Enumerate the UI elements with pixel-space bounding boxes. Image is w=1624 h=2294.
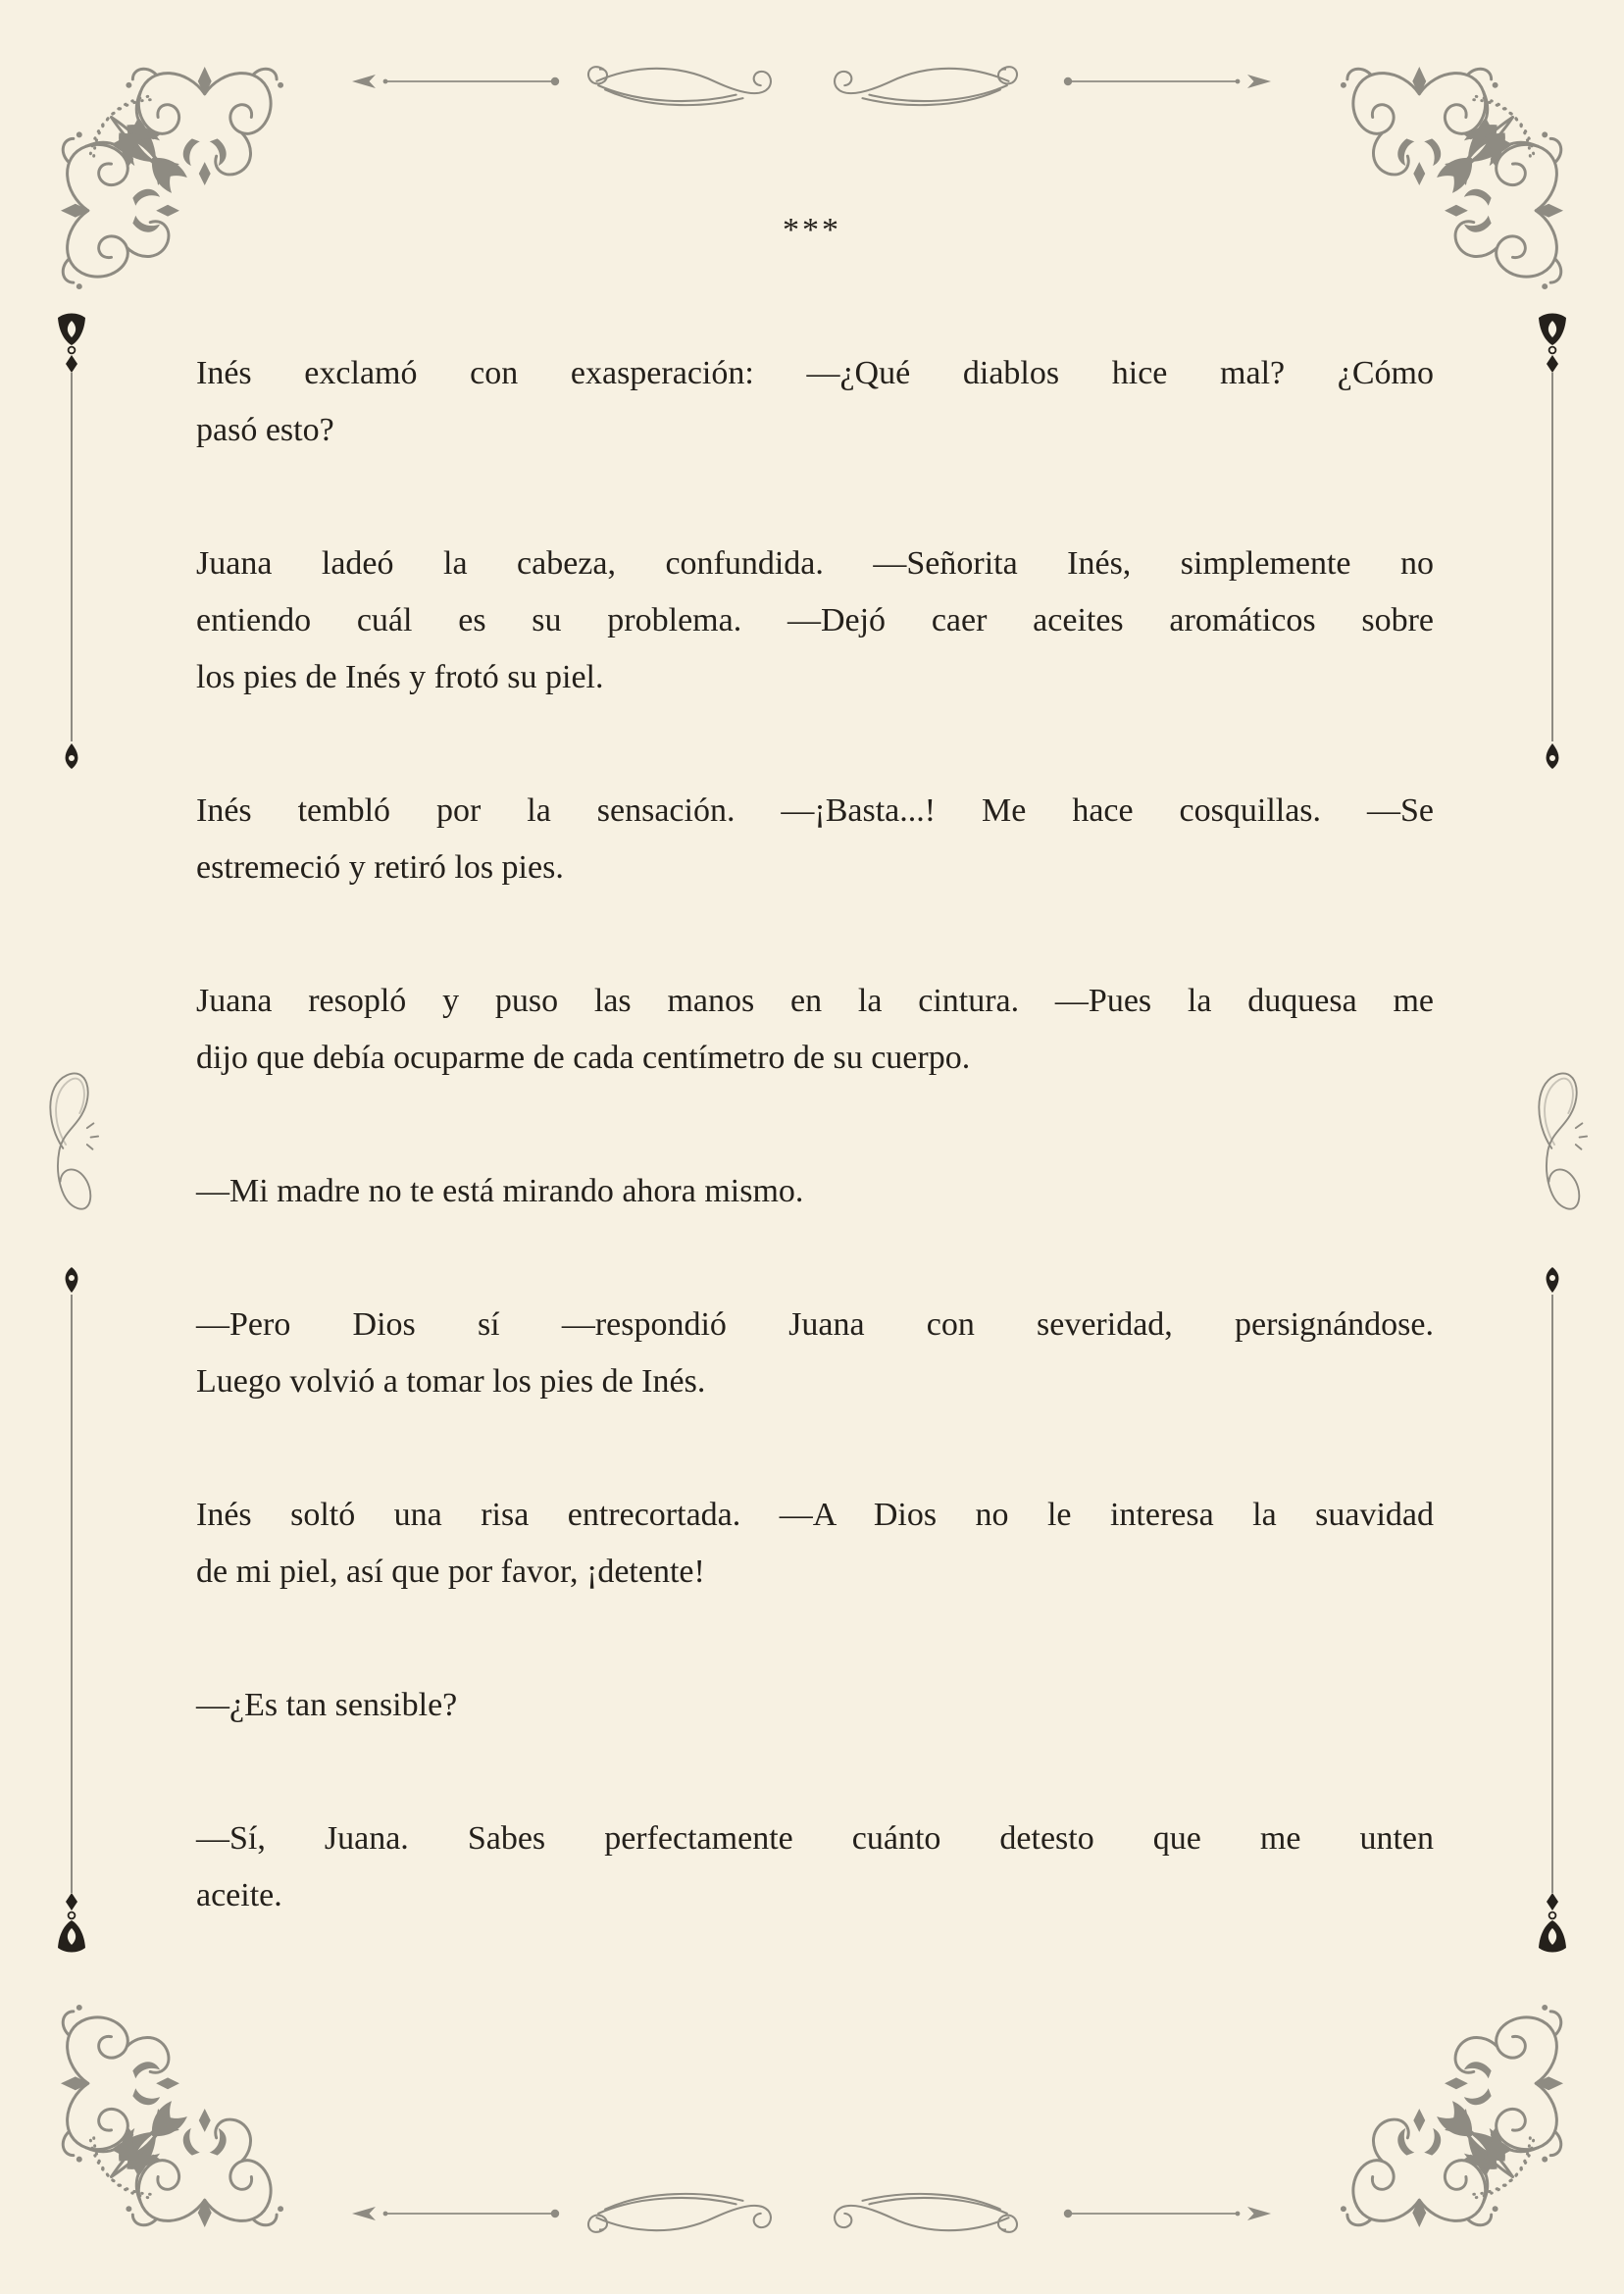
rod-line bbox=[1551, 373, 1553, 741]
paragraph bbox=[196, 1677, 1434, 1734]
rod-teardrop-icon bbox=[1533, 1265, 1572, 1295]
text-line: entiendo cuál es su problema. —Dejó caer aceites aromáticos sobre bbox=[196, 602, 1434, 638]
text-line: —Mi madre no te está mirando ahora mismo. bbox=[196, 1173, 804, 1209]
text-line: Inés exclamó con exasperación: —¿Qué diablos hice mal? ¿Cómo bbox=[196, 355, 1434, 391]
paragraph bbox=[196, 345, 1434, 459]
paragraph bbox=[196, 1487, 1434, 1601]
divider-swoosh-left-icon bbox=[572, 2187, 793, 2238]
margin-rod-left-bottom-icon bbox=[52, 1265, 91, 1954]
margin-rod-left-top-icon bbox=[52, 312, 91, 771]
text-line: pasó esto? bbox=[196, 412, 334, 448]
text-line: Juana ladeó la cabeza, confundida. —Señorita Inés, simplemente no bbox=[196, 545, 1434, 582]
paragraph bbox=[196, 1810, 1434, 1924]
paragraph bbox=[196, 783, 1434, 896]
figure-eight-flourish-right-icon bbox=[1524, 1065, 1589, 1226]
rod-teardrop-icon bbox=[52, 741, 91, 771]
text-line: —Sí, Juana. Sabes perfectamente cuánto detesto que me unten bbox=[196, 1820, 1434, 1857]
text-line: Inés tembló por la sensación. —¡Basta...! Me hace cosquillas. —Se bbox=[196, 792, 1434, 829]
paragraph bbox=[196, 1163, 1434, 1220]
text-line: —¿Es tan sensible? bbox=[196, 1687, 458, 1723]
divider-arrow-right-icon bbox=[1057, 2204, 1273, 2223]
text-line: Luego volvió a tomar los pies de Inés. bbox=[196, 1363, 706, 1400]
text-line: —Pero Dios sí —respondió Juana con severidad, persignándose. bbox=[196, 1306, 1434, 1343]
paragraph bbox=[196, 973, 1434, 1087]
rod-finial-icon bbox=[1533, 1893, 1572, 1954]
rod-teardrop-icon bbox=[52, 1265, 91, 1295]
margin-rod-right-bottom-icon bbox=[1533, 1265, 1572, 1954]
rod-finial-icon bbox=[52, 312, 91, 373]
section-break: *** bbox=[783, 212, 841, 248]
divider-swoosh-right-icon bbox=[812, 61, 1034, 112]
text-line: aceite. bbox=[196, 1877, 282, 1913]
rod-finial-icon bbox=[52, 1893, 91, 1954]
text-line: dijo que debía ocuparme de cada centímetro de su cuerpo. bbox=[196, 1040, 971, 1076]
text-line: estremeció y retiró los pies. bbox=[196, 849, 564, 886]
rod-line bbox=[71, 373, 73, 741]
figure-eight-flourish-left-icon bbox=[35, 1065, 100, 1226]
rod-line bbox=[1551, 1295, 1553, 1893]
corner-flourish-top-right-icon bbox=[1334, 63, 1567, 296]
corner-flourish-top-left-icon bbox=[57, 63, 290, 296]
text-line: Juana resopló y puso las manos en la cintura. —Pues la duquesa me bbox=[196, 983, 1434, 1019]
paragraph bbox=[196, 1297, 1434, 1410]
paragraph bbox=[196, 535, 1434, 706]
page-text bbox=[196, 345, 1434, 2001]
rod-teardrop-icon bbox=[1533, 741, 1572, 771]
rod-finial-icon bbox=[1533, 312, 1572, 373]
text-line: de mi piel, así que por favor, ¡detente! bbox=[196, 1554, 705, 1590]
text-line: Inés soltó una risa entrecortada. —A Dios no le interesa la suavidad bbox=[196, 1497, 1434, 1533]
divider-swoosh-right-icon bbox=[812, 2187, 1034, 2238]
rod-line bbox=[71, 1295, 73, 1893]
divider-arrow-left-icon bbox=[350, 2204, 566, 2223]
divider-swoosh-left-icon bbox=[572, 61, 793, 112]
corner-flourish-bottom-right-icon bbox=[1334, 1998, 1567, 2231]
divider-arrow-left-icon bbox=[350, 72, 566, 91]
text-line: los pies de Inés y frotó su piel. bbox=[196, 659, 604, 695]
divider-arrow-right-icon bbox=[1057, 72, 1273, 91]
corner-flourish-bottom-left-icon bbox=[57, 1998, 290, 2231]
margin-rod-right-top-icon bbox=[1533, 312, 1572, 771]
